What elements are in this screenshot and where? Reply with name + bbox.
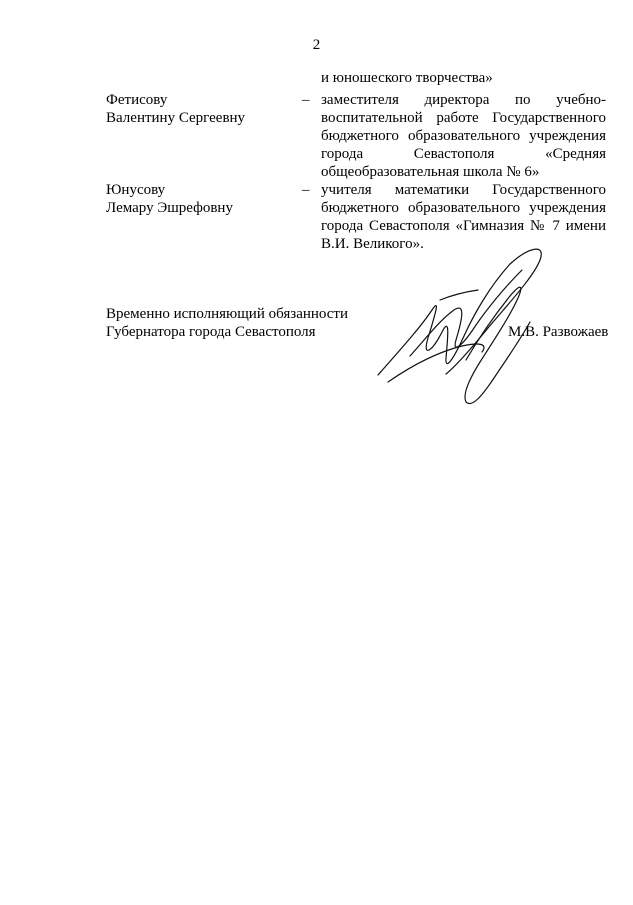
entry-dash: – [302,92,310,108]
entry-name [106,91,276,127]
entry-description-line: заместителя директора по учебно- [321,92,606,108]
entry-description [321,91,606,181]
signature-title-line: Губернатора города Севастополя [106,324,316,340]
entry-dash: – [302,182,310,198]
entry-description-line: воспитательной работе Государственного [321,110,606,126]
continuation-text: и юношеского творчества» [321,70,493,86]
signature-title [106,305,348,341]
entry-description-line: учителя математики Государственного [321,182,606,198]
entry-description-line: бюджетного образовательного учреждения [321,128,606,144]
signature-stroke [440,290,478,300]
signature-title-line: Временно исполняющий обязанности [106,306,349,322]
entry-name [106,181,276,217]
entry-description-line: города Севастополя «Гимназия № 7 имени [321,218,606,234]
signature-stroke [465,287,530,403]
entry-description-line: города Севастополя «Средняя [321,146,606,162]
entry-description-line: В.И. Великого». [321,236,424,252]
signer-name: М.В. Развожаев [508,324,609,340]
entry-given-names: Лемару Эшрефовну [106,200,233,216]
signature-stroke [378,249,541,375]
entry-description-line: бюджетного образовательного учреждения [321,200,606,216]
entry-surname: Фетисову [106,92,168,108]
entry-surname: Юнусову [106,182,166,198]
page-number: 2 [312,37,321,53]
entry-description-line: общеобразовательная школа № 6» [321,164,540,180]
entry-given-names: Валентину Сергеевну [106,110,246,126]
